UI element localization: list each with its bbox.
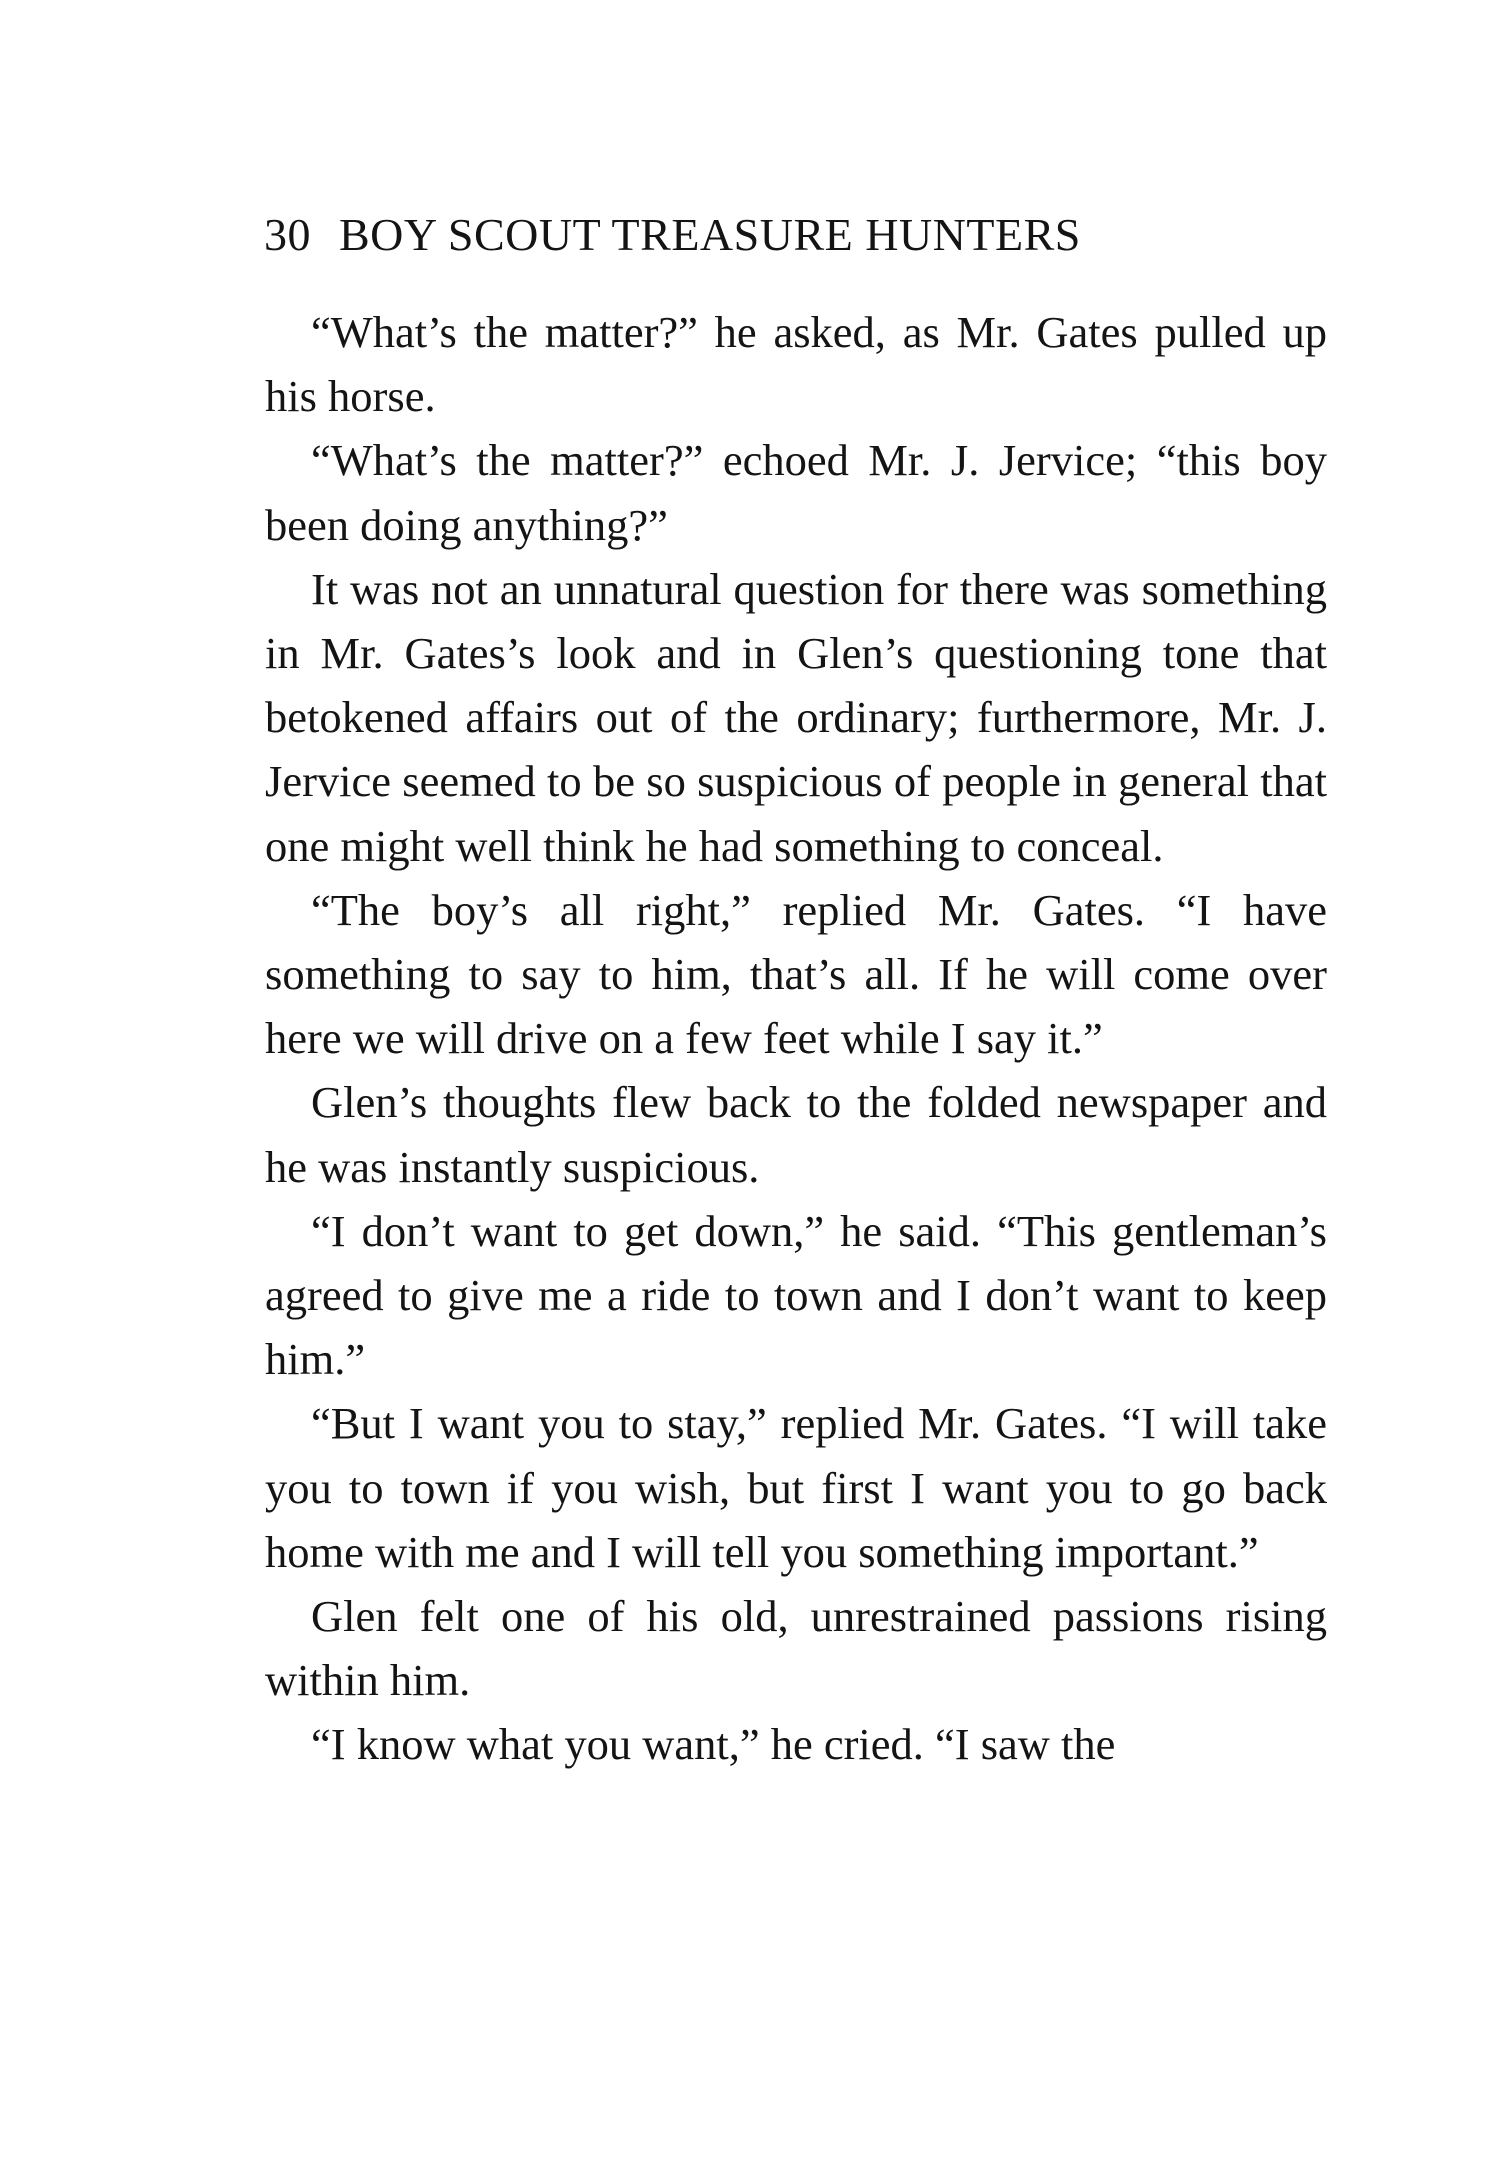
paragraph: “But I want you to stay,” replied Mr. Gates. “I will take you to town if you wish, but first I want you to go back home with me and I will tell you something important.”: [265, 1398, 1327, 1577]
paragraph: Glen felt one of his old, unrestrained passions rising within him.: [265, 1591, 1327, 1706]
paragraph: “What’s the matter?” he asked, as Mr. Gates pulled up his horse.: [265, 307, 1327, 422]
paragraph: It was not an unnatural question for there was something in Mr. Gates’s look and in Glen’s questioning tone that betokened affairs out of the ordinary; furthermore, Mr. J. Jervice seemed to be so suspicious of people in general that one might well think he had something to conceal.: [265, 563, 1327, 871]
running-header: [264, 205, 1264, 265]
page-number: 30: [264, 209, 311, 260]
paragraph: Glen’s thoughts flew back to the folded newspaper and he was instantly suspicious.: [265, 1077, 1327, 1192]
paragraph: “I know what you want,” he cried. “I saw the: [311, 1719, 1116, 1770]
paragraph: “I don’t want to get down,” he said. “This gentleman’s agreed to give me a ride to town and I don’t want to keep him.”: [265, 1205, 1327, 1385]
running-title: BOY SCOUT TREASURE HUNTERS: [339, 209, 1081, 260]
paragraph: “What’s the matter?” echoed Mr. J. Jervice; “this boy been doing anything?”: [265, 435, 1327, 550]
body-text: [265, 300, 1327, 1777]
paragraph: “The boy’s all right,” replied Mr. Gates. “I have something to say to him, that’s all. If he will come over here we will drive on a few feet while I say it.”: [265, 884, 1327, 1064]
